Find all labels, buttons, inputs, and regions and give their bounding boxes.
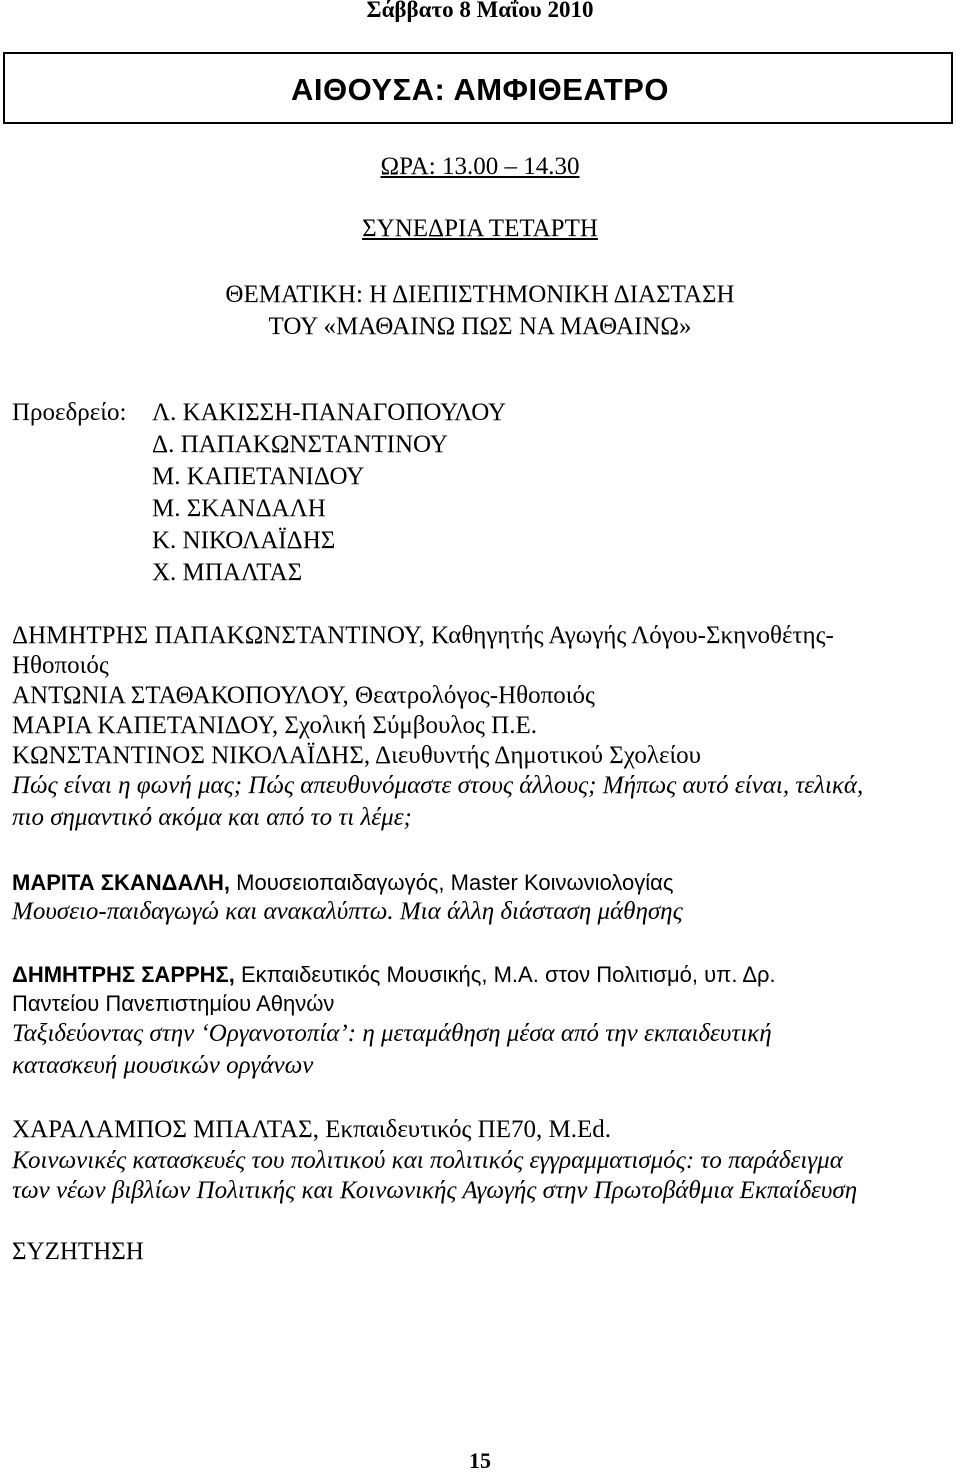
speaker-role: , Εκπαιδευτικός ΠΕ70, M.Ed. [312, 1116, 611, 1143]
theme-line-1: ΘΕΜΑΤΙΚΗ: Η ΔΙΕΠΙΣΤΗΜΟΝΙΚΗ ΔΙΑΣΤΑΣΗ [225, 281, 735, 308]
speaker-role: Εκπαιδευτικός Μουσικής, Μ.Α. στον Πολιτισμό, υπ. Δρ. [234, 962, 776, 987]
speaker-line [12, 682, 595, 710]
speaker-role: , Σχολική Σύμβουλος Π.Ε. [271, 712, 537, 739]
session-title-text: ΣΥΝΕΔΡΙΑ ΤΕΤΑΡΤΗ [362, 215, 598, 242]
talk-title: κατασκευή μουσικών οργάνων [12, 1052, 314, 1079]
speaker-line [12, 870, 674, 896]
speaker-name: ΚΩΝΣΤΑΝΤΙΝΟΣ ΝΙΚΟΛΑΪΔΗΣ [12, 742, 364, 769]
speaker-role: , Θεατρολόγος-Ηθοποιός [342, 682, 595, 709]
speaker-name: ΔΗΜΗΤΡΗΣ ΠΑΠΑΚΩΝΣΤΑΝΤΙΝΟΥ [12, 622, 419, 649]
page-number: 15 [469, 1448, 491, 1473]
chair-name: Λ. ΚΑΚΙΣΣΗ-ΠΑΝΑΓΟΠΟΥΛΟΥ [152, 399, 507, 426]
talk-title: Κοινωνικές κατασκευές του πολιτικού και πολιτικός εγγραμματισμός: το παράδειγμα [12, 1147, 843, 1174]
session-time [0, 153, 960, 181]
chairs-label: Προεδρείο: [12, 399, 127, 426]
speaker-role-continued: Παντείου Πανεπιστημίου Αθηνών [12, 991, 335, 1016]
chair-name: Δ. ΠΑΠΑΚΩΝΣΤΑΝΤΙΝΟΥ [152, 431, 448, 458]
speaker-line [12, 1116, 611, 1144]
speaker-line [12, 962, 776, 988]
talk-title: Μουσειο-παιδαγωγώ και ανακαλύπτω. Μια άλλη διάσταση μάθησης [12, 898, 683, 925]
chair-name: Χ. ΜΠΑΛΤΑΣ [152, 559, 303, 586]
speaker-line [12, 712, 537, 740]
discussion-heading: ΣΥΖΗΤΗΣΗ [12, 1238, 144, 1265]
session-time-text: ΩΡΑ: 13.00 – 14.30 [380, 153, 580, 180]
speaker-name: ΑΝΤΩΝΙΑ ΣΤΑΘΑΚΟΠΟΥΛΟΥ [12, 682, 343, 709]
talk-title: των νέων βιβλίων Πολιτικής και Κοινωνικής Αγωγής στην Πρωτοβάθμια Εκπαίδευση [12, 1177, 858, 1204]
speaker-name: ΜΑΡΙΑ ΚΑΠΕΤΑΝΙΔΟΥ [12, 712, 272, 739]
speaker-role: Μουσειοπαιδαγωγός, Master Κοινωνιολογίας [230, 870, 674, 895]
speaker-role-continued: Ηθοποιός [12, 652, 109, 679]
room-title: ΑΙΘΟΥΣΑ: ΑΜΦΙΘΕΑΤΡΟ [291, 72, 669, 107]
chair-name: Μ. ΣΚΑΝΔΑΛΗ [152, 495, 326, 522]
talk-title: πιο σημαντικό ακόμα και από το τι λέμε; [12, 804, 412, 831]
speaker-line [12, 622, 834, 650]
page-header-date: Σάββατο 8 Μαΐου 2010 [366, 0, 594, 22]
chair-name: Μ. ΚΑΠΕΤΑΝΙΔΟΥ [152, 463, 365, 490]
speaker-name: ΜΑΡΙΤΑ ΣΚΑΝΔΑΛΗ, [12, 870, 231, 895]
talk-title: Ταξιδεύοντας στην ‘Οργανοτοπία’: η μεταμάθηση μέσα από την εκπαιδευτική [12, 1020, 772, 1047]
talk-title: Πώς είναι η φωνή μας; Πώς απευθυνόμαστε στους άλλους; Μήπως αυτό είναι, τελικά, [12, 772, 864, 799]
speaker-role: , Διευθυντής Δημοτικού Σχολείου [363, 742, 702, 769]
speaker-role: , Καθηγητής Αγωγής Λόγου-Σκηνοθέτης- [418, 622, 834, 649]
speaker-name: ΔΗΜΗΤΡΗΣ ΣΑΡΡΗΣ, [12, 962, 235, 987]
chair-name: Κ. ΝΙΚΟΛΑΪΔΗΣ [152, 527, 336, 554]
speaker-line [12, 742, 701, 770]
theme-line-2: ΤΟΥ «ΜΑΘΑΙΝΩ ΠΩΣ ΝΑ ΜΑΘΑΙΝΩ» [268, 313, 692, 340]
session-title [0, 215, 960, 243]
speaker-name: ΧΑΡΑΛΑΜΠΟΣ ΜΠΑΛΤΑΣ [12, 1116, 313, 1143]
